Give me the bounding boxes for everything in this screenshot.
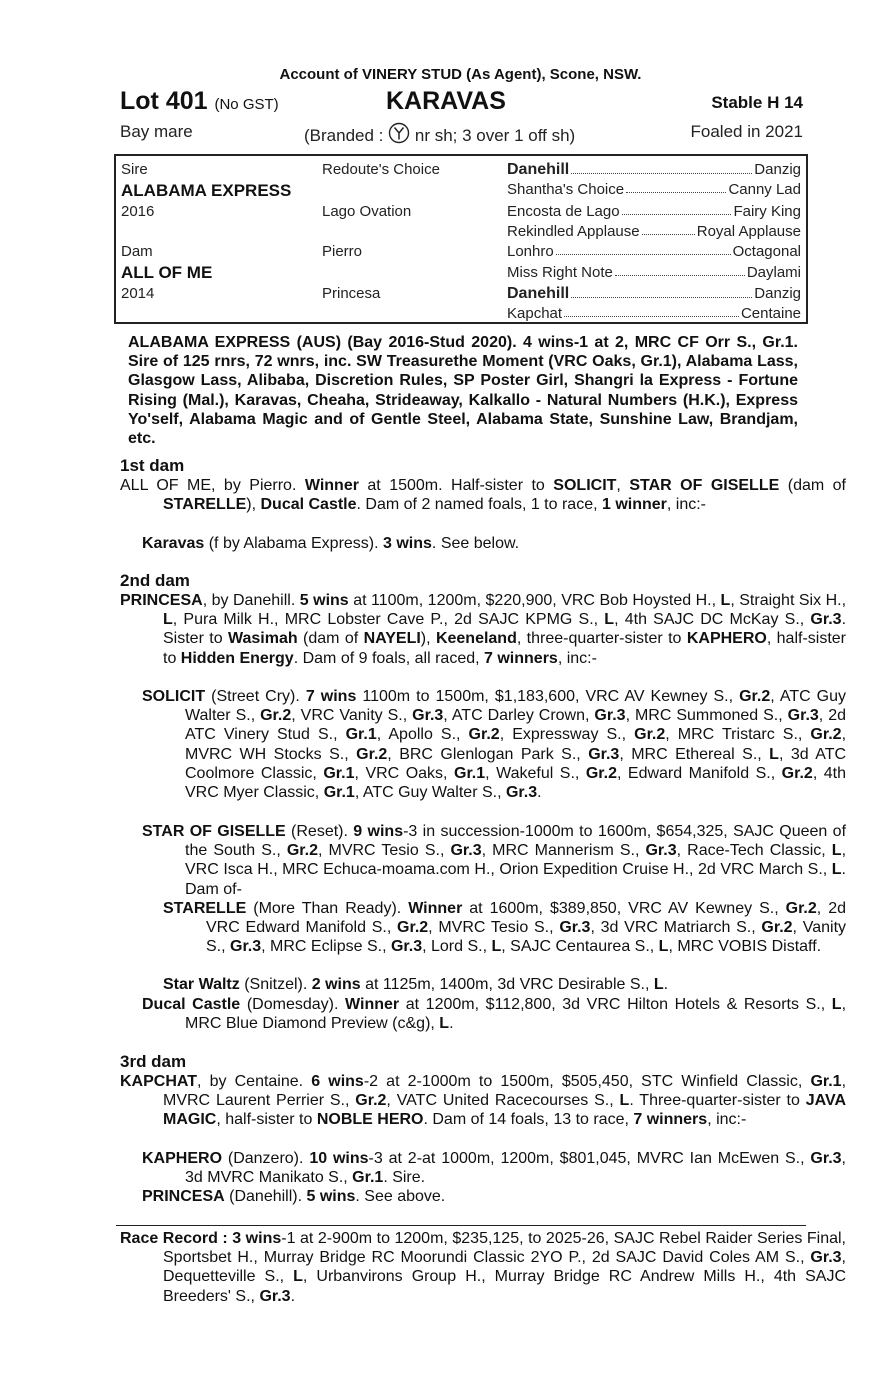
lot-label: Lot 401 (120, 87, 208, 115)
bold-text-run: L (720, 592, 731, 609)
bold-text-run: Gr.2 (810, 726, 842, 744)
dotted-leader (622, 203, 732, 215)
bold-text-run: 7 winners (633, 1111, 708, 1129)
dotted-leader (564, 305, 739, 317)
text-run: , 2d ATC Vinery Stud S., (185, 707, 846, 744)
foaled-year: Foaled in 2021 (690, 122, 803, 141)
text-run: . See below. (431, 535, 520, 552)
bold-text-run: Race Record : 3 wins (120, 1230, 282, 1247)
bold-text-run: Gr.3 (559, 919, 591, 937)
bold-text-run: KAPHERO (686, 630, 767, 648)
bold-text-run: Gr.3 (787, 707, 819, 725)
text-run: , MRC VOBIS Distaff. (668, 938, 822, 956)
text-run: , SAJC Centaurea S., (501, 938, 659, 956)
text-run: ), (246, 496, 261, 514)
horse-details-line (120, 122, 803, 146)
text-run: . (290, 1287, 296, 1305)
ancestor-sire: Danzig (754, 285, 801, 302)
bold-text-run: Gr.2 (260, 707, 292, 725)
text-run: ALL OF ME, by Pierro. (120, 477, 305, 494)
bold-text-run: Gr.1 (323, 764, 355, 782)
bold-text-run: STARELLE (163, 900, 247, 917)
bold-text-run: Winner (408, 900, 463, 917)
bold-text-run: Winner (304, 477, 359, 494)
ancestor-sire: Centaine (740, 305, 801, 322)
second-dam-paragraph (120, 591, 846, 668)
text-run: . Dam of- (185, 861, 846, 898)
bold-text-run: Winner (345, 996, 400, 1013)
text-run: , Dequetteville S., (163, 1249, 846, 1286)
text-run: , by Danehill. (202, 592, 300, 609)
dam-label: Dam (121, 243, 153, 260)
bold-text-run: 5 wins (299, 592, 349, 609)
gst-note: (No GST) (214, 96, 279, 113)
brand-description (304, 122, 575, 146)
text-run: , half-sister to (216, 1111, 317, 1129)
bold-text-run: Gr.3 (450, 842, 482, 860)
bold-text-run: KAPCHAT (120, 1073, 198, 1090)
ancestor-name: Lonhro (507, 243, 554, 260)
text-run: , Race-Tech Classic, (676, 842, 832, 860)
bold-text-run: Gr.2 (739, 688, 771, 705)
ancestor-sire: Canny Lad (728, 181, 801, 198)
text-run: , (616, 477, 630, 494)
horse-name: KARAVAS (386, 87, 506, 115)
progeny-star-waltz (163, 975, 803, 994)
text-run: , inc:- (707, 1111, 747, 1129)
ancestor-name: Shantha's Choice (507, 181, 625, 198)
dam-name: ALL OF ME (121, 263, 213, 282)
text-run: , by Centaine. (197, 1073, 312, 1090)
bold-text-run: 2 wins (311, 976, 361, 993)
text-run: , 3d MVRC Manikato S., (185, 1150, 846, 1187)
bold-text-run: L (831, 996, 842, 1013)
sire-name: ALABAMA EXPRESS (121, 181, 292, 200)
ancestor-sire: Daylami (746, 264, 801, 281)
first-dam-progeny (142, 534, 803, 553)
bold-text-run: L (439, 1015, 450, 1033)
text-run: , Vanity S., (206, 919, 847, 956)
bold-text-run: L (619, 1092, 630, 1110)
text-run: , Edward Manifold S., (616, 764, 782, 782)
text-run: -2 at 2-1000m to 1500m, $505,450, STC Winfield Classic, (363, 1073, 811, 1090)
text-run: (dam of (297, 630, 364, 648)
bold-text-run: Gr.2 (585, 764, 617, 782)
bold-text-run: Gr.3 (390, 938, 423, 956)
text-run: at 1125m, 1400m, 3d VRC Desirable S., (360, 976, 654, 993)
text-run: , BRC Glenlogan Park S., (387, 745, 589, 763)
bold-text-run: Gr.3 (810, 611, 842, 629)
bold-text-run: L (769, 745, 779, 763)
dam-sire: Pierro (322, 243, 363, 260)
bold-text-run: Gr.1 (323, 784, 355, 802)
third-generation-row (507, 305, 801, 322)
third-generation-row (507, 243, 801, 260)
text-run: , VRC Isca H., MRC Echuca-moama.com H., Orion Expedition Cruise H., 2d VRC March S., (185, 842, 847, 879)
pedigree-table (114, 154, 808, 324)
bold-text-run: L (491, 938, 502, 956)
text-run: at 1500m. Half-sister to (358, 477, 554, 494)
bold-text-run: SOLICIT (142, 688, 206, 705)
text-run: , inc:- (666, 496, 707, 514)
stable-label: Stable H 14 (711, 93, 803, 112)
text-run: 1100m to 1500m, $1,183,600, VRC AV Kewney S., (356, 688, 740, 705)
text-run: , MVRC Laurent Perrier S., (163, 1073, 847, 1110)
bold-text-run: L (293, 1268, 303, 1286)
bold-text-run: L (163, 611, 173, 629)
bold-text-run: Karavas (142, 535, 205, 552)
bold-text-run: Gr.2 (468, 726, 500, 744)
text-run: , ATC Guy Walter S., (185, 688, 847, 725)
bold-text-run: Gr.3 (412, 707, 444, 725)
text-run: , Apollo S., (376, 726, 469, 744)
text-run: , inc:- (557, 649, 597, 667)
text-run: , MRC Tristarc S., (665, 726, 811, 744)
text-run: , VRC Vanity S., (291, 707, 413, 725)
text-run: , 4th SAJC DC McKay S., (614, 611, 811, 629)
bold-text-run: Gr.3 (230, 938, 262, 956)
lot-number (120, 87, 279, 116)
text-run: , VATC United Racecourses S., (386, 1092, 620, 1110)
bold-text-run: Gr.1 (352, 1169, 384, 1187)
bold-text-run: Gr.2 (286, 842, 318, 860)
bold-text-run: L (831, 861, 842, 879)
text-run: , 3d VRC Matriarch S., (590, 919, 762, 937)
text-run: , MRC Eclipse S., (261, 938, 391, 956)
third-generation-row (507, 181, 801, 198)
text-run: . Sire. (383, 1169, 426, 1187)
bold-text-run: KAPHERO (142, 1150, 223, 1167)
text-run: . Three-quarter-sister to (629, 1092, 806, 1110)
text-run: -1 at 2-900m to 1200m, $235,125, to 2025-26, SAJC Rebel Raider Series Final, Sportsbet H., Murray Bridge RC Moorundi Classic 2YO P., 2d SAJC David Coles AM S., (163, 1230, 847, 1267)
text-run: , ATC Darley Crown, (443, 707, 595, 725)
race-record (120, 1229, 846, 1306)
text-run: , MRC Blue Diamond Preview (c&g), (185, 996, 847, 1033)
text-run: , MVRC Tesio S., (317, 842, 451, 860)
progeny-kaphero (142, 1149, 846, 1187)
first-dam-heading: 1st dam (120, 456, 185, 475)
text-run: at 1200m, $112,800, 3d VRC Hilton Hotels & Resorts S., (399, 996, 832, 1013)
dotted-leader (571, 161, 752, 174)
bold-text-run: Gr.3 (645, 842, 677, 860)
bold-text-run: Gr.3 (588, 745, 620, 763)
bold-text-run: 7 winners (484, 649, 558, 667)
text-run: (f by Alabama Express). (204, 535, 384, 552)
text-run: , Pura Milk H., MRC Lobster Cave P., 2d SAJC KPMG S., (172, 611, 605, 629)
ancestor-sire: Royal Applause (696, 223, 801, 240)
text-run: , 3d ATC Coolmore Classic, (185, 745, 847, 782)
text-run: (Snitzel). (239, 976, 312, 993)
ancestor-sire: Octagonal (732, 243, 801, 260)
second-dam-heading: 2nd dam (120, 571, 190, 590)
ancestor-sire: Fairy King (733, 203, 801, 220)
bold-text-run: L (604, 611, 615, 629)
bold-text-run: Gr.3 (594, 707, 626, 725)
ancestor-name: Encosta de Lago (507, 203, 620, 220)
sire-sire: Redoute's Choice (322, 161, 440, 178)
text-run: , MVRC Tesio S., (428, 919, 560, 937)
text-run: . Dam of 9 foals, all raced, (293, 649, 485, 667)
dotted-leader (615, 264, 745, 276)
dotted-leader (556, 243, 731, 255)
bold-text-run: Gr.1 (810, 1073, 842, 1090)
ancestor-name: Miss Right Note (507, 264, 613, 281)
lot-line (120, 87, 803, 119)
text-run: , Straight Six H., (730, 592, 847, 609)
bold-text-run: Gr.2 (761, 919, 793, 937)
text-run: (Street Cry). (205, 688, 306, 705)
text-run: , 4th VRC Myer Classic, (185, 764, 846, 802)
text-run: , three-quarter-sister to (516, 630, 687, 648)
text-run: . See above. (355, 1188, 446, 1205)
bold-text-run: NAYELI (363, 630, 421, 648)
third-generation-row (507, 264, 801, 281)
text-run: . (537, 784, 542, 802)
text-run: , Wakeful S., (485, 764, 586, 782)
third-generation-row (507, 285, 801, 303)
text-run: , VRC Oaks, (354, 764, 454, 782)
dotted-leader (626, 181, 726, 193)
dotted-leader (642, 223, 695, 235)
text-run: , 2d VRC Edward Manifold S., (206, 900, 847, 937)
progeny-starelle (163, 899, 846, 957)
race-record-divider (116, 1225, 806, 1226)
text-run: (Domesday). (240, 996, 346, 1013)
account-line: Account of VINERY STUD (As Agent), Scone, NSW. (279, 66, 642, 83)
third-dam-heading: 3rd dam (120, 1052, 187, 1071)
bold-text-run: 3 wins (383, 535, 432, 552)
bold-text-run: Gr.1 (345, 726, 377, 744)
text-run: , MRC Summoned S., (625, 707, 788, 725)
text-run: . (449, 1015, 454, 1033)
text-run: (Danzero). (222, 1150, 310, 1167)
bold-text-run: Keeneland (435, 630, 517, 648)
text-run: (Reset). (285, 823, 354, 840)
third-generation-row (507, 223, 801, 240)
third-dam-paragraph (120, 1072, 846, 1130)
ancestor-name: Danehill (507, 161, 570, 178)
horse-sex: Bay mare (120, 122, 193, 141)
progeny-princesa (142, 1187, 803, 1206)
bold-text-run: Gr.2 (355, 1092, 387, 1110)
bold-text-run: JAVA MAGIC (163, 1092, 847, 1129)
progeny-star-of-giselle (142, 822, 846, 899)
bold-text-run: 5 wins (306, 1188, 356, 1205)
text-run: , ATC Guy Walter S., (354, 784, 506, 802)
bold-text-run: PRINCESA (142, 1188, 225, 1205)
first-dam-paragraph (120, 476, 846, 514)
bold-text-run: Gr.2 (356, 745, 388, 763)
bold-text-run: L (831, 842, 842, 860)
third-generation-row (507, 203, 801, 220)
bold-text-run: Gr.3 (810, 1150, 842, 1167)
bold-text-run: STAR OF GISELLE (629, 477, 780, 494)
text-run: . (663, 976, 669, 993)
bold-text-run: Gr.2 (634, 726, 666, 744)
bold-text-run: 9 wins (353, 823, 404, 840)
ancestor-sire: Danzig (754, 161, 801, 178)
bold-text-run: Gr.3 (259, 1287, 291, 1305)
text-run: ), (420, 630, 436, 648)
sire-year: 2016 (121, 203, 155, 220)
text-run: , Expressway S., (499, 726, 635, 744)
bold-text-run: Gr.2 (781, 764, 813, 782)
dotted-leader (571, 285, 752, 298)
ancestor-name: Kapchat (507, 305, 563, 322)
bold-text-run: Gr.3 (505, 784, 538, 802)
bold-text-run: Gr.2 (785, 900, 817, 917)
bold-text-run: Ducal Castle (260, 496, 357, 514)
text-run: . Dam of 2 named foals, 1 to race, (356, 496, 602, 514)
bold-text-run: PRINCESA (120, 592, 203, 609)
sire-label: Sire (121, 161, 148, 178)
text-run: , Lord S., (422, 938, 492, 956)
text-run: , MRC Mannerism S., (481, 842, 646, 860)
sire-summary: ALABAMA EXPRESS (AUS) (Bay 2016-Stud 2020). 4 wins-1 at 2, MRC CF Orr S., Gr.1. Sire of 125 rnrs, 72 wnrs, inc. SW Treasurethe Moment (VRC Oaks, Gr.1), Alabama Lass, Glasgow Lass, Alibaba, Discretion Rules, SP Poster Girl, Shangri la Express - Fortune Rising (Mal.), Karavas, Cheaha, Strideaway, Kalkallo - Natural Numbers (H.K.), Express Yo'self, Alabama Magic and of Gentle Steel, Alabama State, Sunshine Law, Brandjam, etc. (128, 334, 798, 448)
bold-text-run: NOBLE HERO (316, 1111, 424, 1129)
bold-text-run: Gr.1 (454, 764, 486, 782)
text-run: -3 at 2-at 1000m, 1200m, $801,045, MVRC Ian McEwen S., (368, 1150, 811, 1167)
bold-text-run: STAR OF GISELLE (142, 823, 286, 840)
ancestor-name: Rekindled Applause (507, 223, 640, 240)
bold-text-run: 6 wins (311, 1073, 364, 1090)
progeny-solicit (142, 687, 846, 802)
bold-text-run: Gr.2 (397, 919, 429, 937)
text-run: (More Than Ready). (246, 900, 409, 917)
bold-text-run: L (653, 976, 664, 993)
bold-text-run: Wasimah (228, 630, 298, 648)
brand-suffix: nr sh; 3 over 1 off sh) (414, 126, 576, 145)
text-run: , MVRC WH Stocks S., (185, 726, 847, 763)
text-run: . Sister to (163, 611, 847, 648)
bold-text-run: 1 winner (601, 496, 667, 514)
sire-dam: Lago Ovation (322, 203, 412, 220)
bold-text-run: Hidden Energy (180, 649, 294, 667)
bold-text-run: Star Waltz (163, 976, 240, 993)
bold-text-run: 7 wins (305, 688, 357, 705)
bold-text-run: L (658, 938, 669, 956)
text-run: at 1100m, 1200m, $220,900, VRC Bob Hoysted H., (348, 592, 721, 609)
third-generation-row (507, 161, 801, 179)
bold-text-run: 10 wins (309, 1150, 369, 1167)
bold-text-run: SOLICIT (553, 477, 617, 494)
text-run: (dam of (779, 477, 846, 494)
bold-text-run: Ducal Castle (142, 996, 241, 1013)
text-run: , Urbanvirons Group H., Murray Bridge RC Andrew Mills H., 4th SAJC Breeders' S., (163, 1268, 847, 1305)
text-run: , MRC Ethereal S., (619, 745, 770, 763)
dam-year: 2014 (121, 285, 155, 302)
dam-dam: Princesa (322, 285, 381, 302)
text-run: . Dam of 14 foals, 13 to race, (423, 1111, 634, 1129)
ancestor-name: Danehill (507, 285, 570, 302)
progeny-ducal-castle (142, 995, 846, 1033)
text-run: , half-sister to (163, 630, 847, 667)
text-run: -3 in succession-1000m to 1600m, $654,325, SAJC Queen of the South S., (185, 823, 847, 860)
bold-text-run: STARELLE (163, 496, 247, 514)
y-in-circle-brand-icon (388, 122, 410, 144)
brand-prefix: (Branded : (304, 126, 384, 145)
bold-text-run: Gr.3 (810, 1249, 842, 1267)
text-run: at 1600m, $389,850, VRC AV Kewney S., (462, 900, 786, 917)
text-run: (Danehill). (224, 1188, 307, 1205)
